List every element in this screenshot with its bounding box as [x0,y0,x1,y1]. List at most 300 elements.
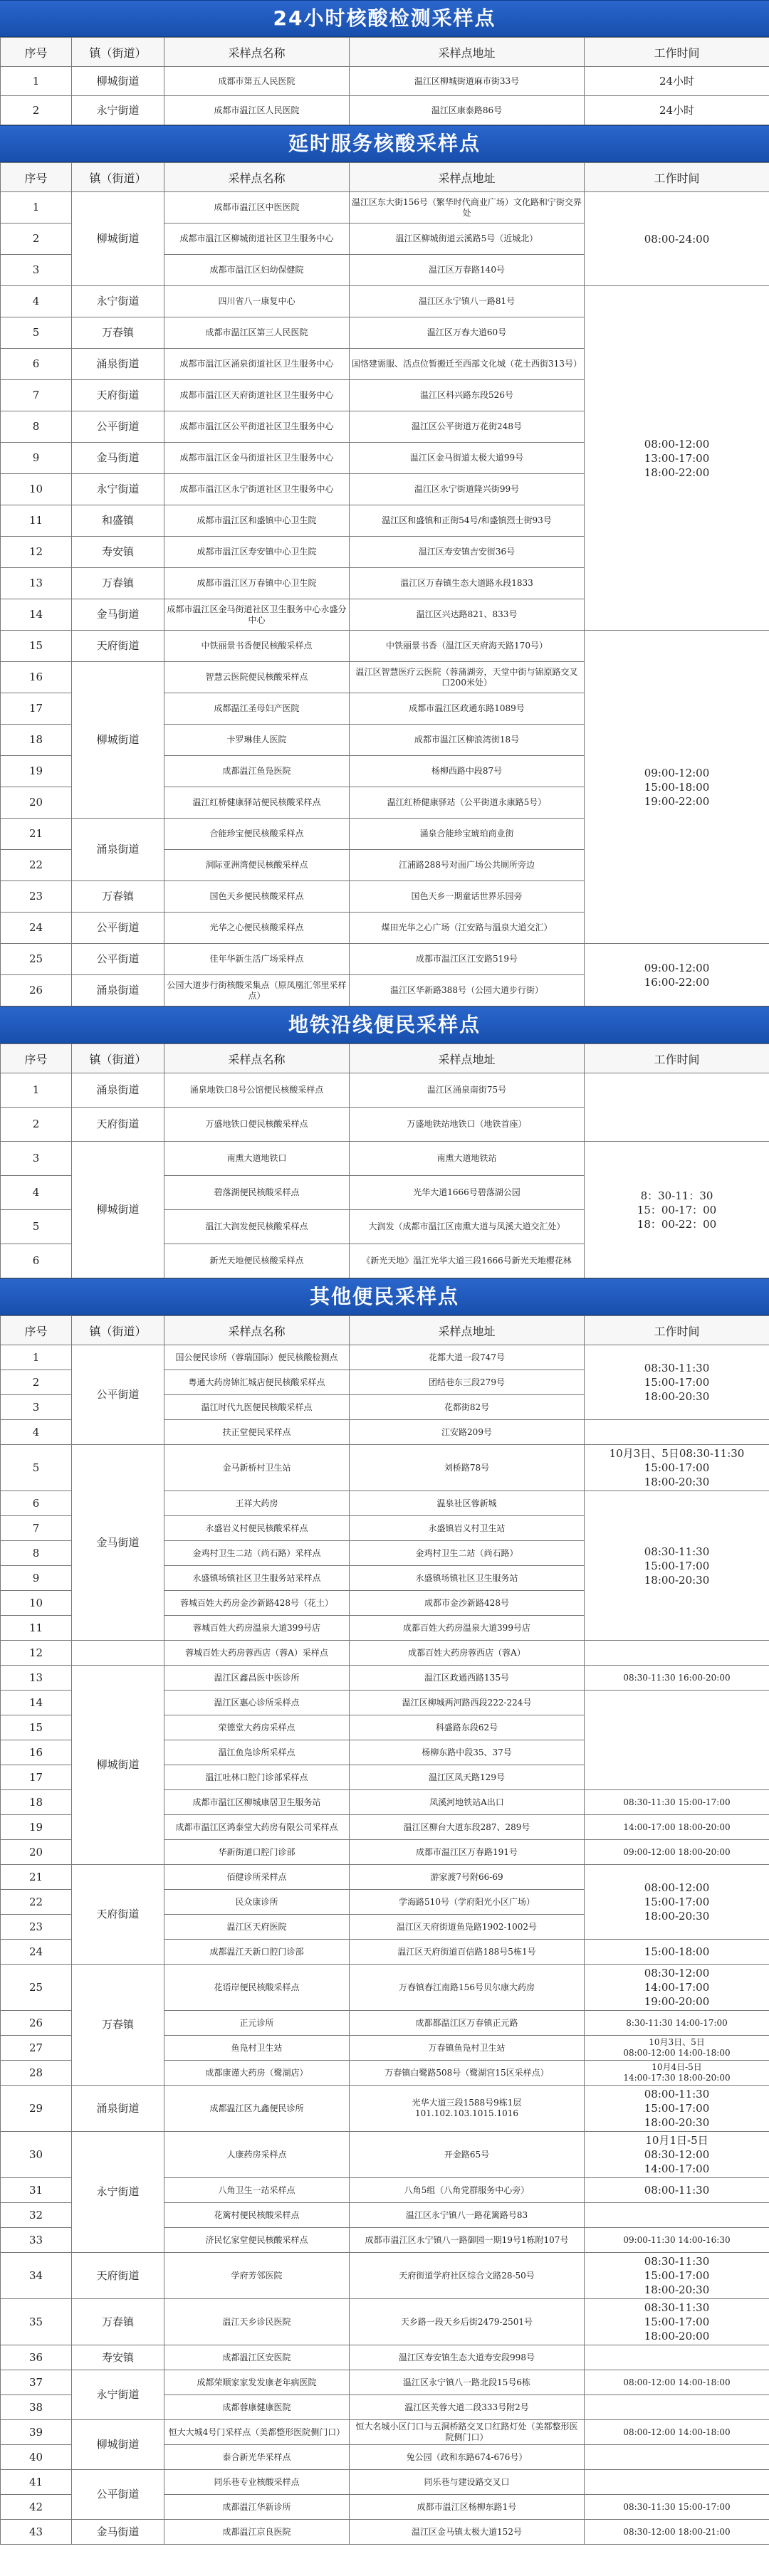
table-row [1,1865,769,1890]
town-cell: 柳城街道 [72,1666,164,1865]
row-number: 17 [1,693,72,725]
row-number: 9 [1,443,72,474]
work-time-cell: 08:30-11:30 15:00-17:00 [585,1790,769,1815]
row-number: 13 [1,1666,72,1691]
town-cell: 永宁街道 [72,286,164,317]
site-name-cell: 成都市温江区公平街道社区卫生服务中心 [164,411,350,443]
row-number: 18 [1,1790,72,1815]
row-number: 40 [1,2445,72,2470]
site-name-cell: 中铁丽景书香便民核酸采样点 [164,631,350,662]
site-address-cell: 成都市温江区杨柳东路1号 [350,2495,585,2520]
row-number: 36 [1,2345,72,2370]
site-address-cell: 温江区永宁街道隆兴街99号 [350,474,585,505]
table-row [1,2420,769,2445]
site-name-cell: 人康药房采样点 [164,2132,350,2178]
town-cell: 柳城街道 [72,1142,164,1278]
row-number: 15 [1,1715,72,1740]
town-cell: 涌泉街道 [72,2086,164,2132]
row-number: 31 [1,2178,72,2203]
table-row [1,67,769,96]
site-name-cell: 成都市温江区永宁街道社区卫生服务中心 [164,474,350,505]
header-work-time: 工作时间 [585,163,769,192]
table-row [1,192,769,224]
header-town: 镇（街道） [72,38,164,67]
table-header-row [1,1044,769,1073]
site-name-cell: 合能珍宝便民核酸采样点 [164,819,350,850]
site-address-cell: 温江区金马街道太极大道99号 [350,443,585,474]
header-no: 序号 [1,1316,72,1345]
site-address-cell: 《新光天地》温江光华大道三段1666号新光天地樱花林 [350,1244,585,1278]
row-number: 1 [1,67,72,96]
town-cell: 万春镇 [72,881,164,913]
site-name-cell: 恒大大城4号门采样点（美都整形医院侧门口） [164,2420,350,2445]
site-address-cell: 永盛镇场镇社区卫生服务站 [350,1566,585,1591]
site-name-cell: 温江区鑫昌医中医诊所 [164,1666,350,1691]
town-cell: 柳城街道 [72,662,164,819]
row-number: 39 [1,2420,72,2445]
site-name-cell: 成都市温江区金马街道社区卫生服务中心永盛分中心 [164,599,350,631]
site-name-cell: 成都温江天新口腔门诊部 [164,1940,350,1965]
row-number: 23 [1,1915,72,1940]
row-number: 17 [1,1765,72,1790]
site-name-cell: 成都温江鱼凫医院 [164,756,350,787]
row-number: 4 [1,286,72,317]
row-number: 30 [1,2132,72,2178]
town-cell: 永宁街道 [72,2370,164,2420]
town-cell: 公平街道 [72,913,164,944]
section-title: 延时服务核酸采样点 [0,125,769,162]
sampling-table [0,1043,769,1278]
work-time-cell: 08:00-11:30 15:00-17:00 18:00-20:30 [585,2086,769,2132]
row-number: 6 [1,349,72,380]
site-name-cell: 成都市温江区金马街道社区卫生服务中心 [164,443,350,474]
row-number: 5 [1,317,72,349]
site-address-cell: 温江区万春大道60号 [350,317,585,349]
table-row [1,96,769,125]
row-number: 11 [1,1616,72,1641]
site-address-cell: 温江区智慧医疗云医院（蓉蒲湖旁，天堂中街与锦原路交叉口200米处） [350,662,585,693]
site-name-cell: 碧落湖便民核酸采样点 [164,1176,350,1210]
town-cell: 柳城街道 [72,67,164,96]
row-number: 1 [1,192,72,224]
table-row [1,2370,769,2395]
town-cell: 涌泉街道 [72,1073,164,1108]
row-number: 18 [1,725,72,756]
site-address-cell: 涌泉合能珍宝琥珀商业街 [350,819,585,850]
row-number: 2 [1,1370,72,1395]
site-address-cell: 温江区柳台大道东段287、289号 [350,1815,585,1840]
town-cell: 涌泉街道 [72,975,164,1006]
row-number: 12 [1,1641,72,1666]
site-address-cell: 兔公园（政和东路674-676号） [350,2445,585,2470]
site-address-cell: 温江区芙蓉大道二段333号附2号 [350,2395,585,2420]
site-name-cell: 荣德堂大药房采样点 [164,1715,350,1740]
header-town: 镇（街道） [72,1044,164,1073]
site-name-cell: 同乐巷专业核酸采样点 [164,2470,350,2495]
site-address-cell: 成都市温江区万春路191号 [350,1840,585,1865]
header-no: 序号 [1,1044,72,1073]
site-name-cell: 卡罗琳佳人医院 [164,725,350,756]
town-cell: 万春镇 [72,1965,164,2086]
site-name-cell: 成都市温江区中医医院 [164,192,350,224]
row-number: 25 [1,1965,72,2011]
work-time-cell [585,1691,769,1790]
site-name-cell: 学府芳邻医院 [164,2253,350,2299]
site-address-cell: 温江区公平街道万花街248号 [350,411,585,443]
site-address-cell: 温江区金马镇太极大道152号 [350,2520,585,2545]
row-number: 34 [1,2253,72,2299]
site-address-cell: 学海路510号（学府阳光小区广场） [350,1890,585,1915]
work-time-cell: 08:30-11:30 15:00-17:00 18:00-20:30 [585,1491,769,1641]
table-header-row [1,163,769,192]
row-number: 2 [1,1108,72,1142]
work-time-cell: 09:00-11:30 14:00-16:30 [585,2228,769,2253]
table-row [1,2086,769,2132]
table-row [1,286,769,317]
town-cell: 公平街道 [72,1345,164,1445]
work-time-cell: 08:30-12:00 18:00-21:00 [585,2520,769,2545]
site-address-cell: 温江区康泰路86号 [350,96,585,125]
row-number: 10 [1,1591,72,1616]
site-name-cell: 公园大道步行街核酸采集点（原凤凰汇邻里采样点） [164,975,350,1006]
work-time-cell: 24小时 [585,67,769,96]
table-header-row [1,1316,769,1345]
row-number: 26 [1,2011,72,2036]
site-address-cell: 温江区柳城街道麻市街33号 [350,67,585,96]
site-name-cell: 成都市温江区天府街道社区卫生服务中心 [164,380,350,411]
site-address-cell: 南熏大道地铁站 [350,1142,585,1176]
site-address-cell: 温江区东大街156号（繁华时代商业广场）文化路和宁街交界处 [350,192,585,224]
town-cell: 金马街道 [72,443,164,474]
work-time-cell: 08:30-11:30 15:00-17:00 18:00-20:30 [585,1345,769,1420]
site-name-cell: 金马新桥村卫生站 [164,1445,350,1491]
site-name-cell: 八角卫生一站采样点 [164,2178,350,2203]
header-site-name: 采样点名称 [164,163,350,192]
site-name-cell: 温江鱼凫诊所采样点 [164,1740,350,1765]
row-number: 21 [1,1865,72,1890]
town-cell: 涌泉街道 [72,819,164,881]
site-name-cell: 成都荣顺家家发发康老年病医院 [164,2370,350,2395]
work-time-cell [585,1420,769,1445]
work-time-cell: 15:00-18:00 [585,1940,769,1965]
town-cell: 天府街道 [72,380,164,411]
row-number: 24 [1,1940,72,1965]
site-address-cell: 温江区柳城两河路西段222-224号 [350,1691,585,1715]
work-time-cell: 10月3日、5日08:30-11:30 15:00-17:00 18:00-20:30 [585,1445,769,1491]
row-number: 2 [1,96,72,125]
site-name-cell: 温江吐林口腔门诊部采样点 [164,1765,350,1790]
site-address-cell: 大润发（成都市温江区南熏大道与凤溪大道交汇处） [350,1210,585,1244]
row-number: 4 [1,1420,72,1445]
row-number: 19 [1,756,72,787]
town-cell: 永宁街道 [72,474,164,505]
work-time-cell: 08:30-11:30 15:00-17:00 [585,2495,769,2520]
header-no: 序号 [1,163,72,192]
site-name-cell: 成都市第五人民医院 [164,67,350,96]
work-time-cell: 8:30-11:30 14:00-17:00 [585,2011,769,2036]
sampling-table [0,162,769,1006]
site-address-cell: 温江区涌泉南街75号 [350,1073,585,1108]
work-time-cell: 08:30-12:00 14:00-17:00 19:00-20:00 [585,1965,769,2011]
site-address-cell: 开金路65号 [350,2132,585,2178]
site-address-cell: 恒大名城小区门口与五洞桥路交叉口红路灯处（美都整形医院侧门口） [350,2420,585,2445]
row-number: 3 [1,1395,72,1420]
row-number: 5 [1,1445,72,1491]
site-address-cell: 温江区寿安镇吉安街36号 [350,537,585,568]
row-number: 1 [1,1073,72,1108]
row-number: 20 [1,787,72,819]
table-header-row [1,38,769,67]
header-site-name: 采样点名称 [164,38,350,67]
work-time-cell [585,1073,769,1142]
site-address-cell: 团结巷东三段279号 [350,1370,585,1395]
site-name-cell: 佳年华新生活广场采样点 [164,944,350,975]
row-number: 21 [1,819,72,850]
row-number: 29 [1,2086,72,2132]
work-time-cell: 8：30-11：30 15：00-17：00 18：00-22：00 [585,1142,769,1278]
site-address-cell: 中铁丽景书香（温江区天府海天路170号） [350,631,585,662]
work-time-cell: 08:30-11:30 15:00-17:00 18:00-20:30 [585,2253,769,2299]
site-address-cell: 金鸡村卫生二站（尚石路） [350,1541,585,1566]
row-number: 16 [1,662,72,693]
row-number: 15 [1,631,72,662]
site-address-cell: 温江区政通西路135号 [350,1666,585,1691]
table-row [1,1073,769,1108]
site-address-cell: 凤溪河地铁站A出口 [350,1790,585,1815]
table-row [1,2132,769,2178]
site-address-cell: 万春镇白鹭路508号（鹭湖宫15区采样点） [350,2061,585,2086]
work-time-cell: 08:00-12:00 13:00-17:00 18:00-22:00 [585,286,769,631]
site-name-cell: 粤通大药房锦汇城店便民核酸采样点 [164,1370,350,1395]
row-number: 37 [1,2370,72,2395]
site-name-cell: 永盛岩义村便民核酸采样点 [164,1516,350,1541]
work-time-cell: 08:30-11:30 15:00-17:00 18:00-20:00 [585,2299,769,2345]
work-time-cell: 08:00-12:00 15:00-17:00 18:00-20:30 [585,1865,769,1940]
header-no: 序号 [1,38,72,67]
site-name-cell: 成都市温江区寿安镇中心卫生院 [164,537,350,568]
site-address-cell: 温泉社区蓉新城 [350,1491,585,1516]
work-time-cell [585,2395,769,2420]
work-time-cell [585,2445,769,2470]
table-row [1,2299,769,2345]
site-address-cell: 游家渡7号附66-69 [350,1865,585,1890]
site-name-cell: 金鸡村卫生二站（尚石路）采样点 [164,1541,350,1566]
row-number: 25 [1,944,72,975]
site-address-cell: 光华大道三段1588号9栋1层 101.102.103.1015.1016 [350,2086,585,2132]
site-name-cell: 成都温江区安医院 [164,2345,350,2370]
work-time-cell: 08:00-24:00 [585,192,769,286]
site-address-cell: 万春镇春江南路156号贝尔康大药房 [350,1965,585,2011]
site-address-cell: 温江区万春路140号 [350,255,585,286]
table-row [1,944,769,975]
work-time-cell [585,2203,769,2228]
site-name-cell: 光华之心便民核酸采样点 [164,913,350,944]
site-address-cell: 温江区和盛镇和正街54号/和盛镇烈士街93号 [350,505,585,537]
row-number: 26 [1,975,72,1006]
site-name-cell: 涌泉地铁口8号公馆便民核酸采样点 [164,1073,350,1108]
site-name-cell: 成都市温江区鸿泰堂大药房有限公司采样点 [164,1815,350,1840]
row-number: 35 [1,2299,72,2345]
town-cell: 公平街道 [72,944,164,975]
row-number: 8 [1,1541,72,1566]
table-row [1,2520,769,2545]
site-address-cell: 国色天乡一期童话世界乐园旁 [350,881,585,913]
row-number: 38 [1,2395,72,2420]
town-cell: 万春镇 [72,317,164,349]
row-number: 23 [1,881,72,913]
site-name-cell: 扶正堂便民采样点 [164,1420,350,1445]
site-address-cell: 温江区寿安镇生态大道寿安段998号 [350,2345,585,2370]
work-time-cell: 24小时 [585,96,769,125]
site-address-cell: 成都百姓大药房蓉西店（蓉A） [350,1641,585,1666]
header-town: 镇（街道） [72,163,164,192]
site-name-cell: 温江大润发便民核酸采样点 [164,1210,350,1244]
town-cell: 天府街道 [72,1865,164,1965]
site-address-cell: 温江区天府街道百信路188号5栋1号 [350,1940,585,1965]
site-address-cell: 温江区永宁镇八一路81号 [350,286,585,317]
work-time-cell: 10月1日-5日 08:30-12:00 14:00-17:00 [585,2132,769,2178]
row-number: 13 [1,568,72,599]
work-time-cell [585,2345,769,2370]
site-name-cell: 正元诊所 [164,2011,350,2036]
row-number: 3 [1,255,72,286]
section-title: 其他便民采样点 [0,1278,769,1315]
site-address-cell: 温江区兴达路821、833号 [350,599,585,631]
site-address-cell: 温江区凤天路129号 [350,1765,585,1790]
site-address-cell: 刘桥路78号 [350,1445,585,1491]
site-name-cell: 泰合新光华采样点 [164,2445,350,2470]
site-name-cell: 成都市温江区柳城康居卫生服务站 [164,1790,350,1815]
site-address-cell: 温江区万春镇生态大道路永段1833 [350,568,585,599]
site-address-cell: 煤田光华之心广场（江安路与温泉大道交汇） [350,913,585,944]
town-cell: 天府街道 [72,631,164,662]
header-site-address: 采样点地址 [350,38,585,67]
table-row [1,1641,769,1666]
site-name-cell: 成都温江京良医院 [164,2520,350,2545]
site-name-cell: 王祥大药房 [164,1491,350,1516]
site-address-cell: 国恪建需服、活点位暂搬迁至西部文化城（花土西街313号） [350,349,585,380]
site-name-cell: 蓉城百姓大药房金沙新路428号（花土） [164,1591,350,1616]
row-number: 27 [1,2036,72,2061]
row-number: 20 [1,1840,72,1865]
site-name-cell: 温江红桥健康驿站便民核酸采样点 [164,787,350,819]
site-name-cell: 温江区天府医院 [164,1915,350,1940]
row-number: 9 [1,1566,72,1591]
row-number: 43 [1,2520,72,2545]
work-time-cell: 10月4日-5日 14:00-17:30 18:00-20:00 [585,2061,769,2086]
row-number: 6 [1,1244,72,1278]
site-address-cell: 成都市温江区江安路519号 [350,944,585,975]
header-site-address: 采样点地址 [350,1044,585,1073]
town-cell: 柳城街道 [72,192,164,286]
site-name-cell: 新光天地便民核酸采样点 [164,1244,350,1278]
work-time-cell: 10月3日、5日 08:00-12:00 14:00-18:00 [585,2036,769,2061]
town-cell: 永宁街道 [72,96,164,125]
table-row [1,1345,769,1370]
site-address-cell: 成都都温江区万春镇正元路 [350,2011,585,2036]
site-name-cell: 温江区惠心诊所采样点 [164,1691,350,1715]
site-name-cell: 成都市温江区人民医院 [164,96,350,125]
site-name-cell: 国色天乡便民核酸采样点 [164,881,350,913]
site-address-cell: 成都市温江区永宁镇八一路御园一期19号1栋附107号 [350,2228,585,2253]
site-address-cell: 成都百姓大药房温泉大道399号店 [350,1616,585,1641]
town-cell: 万春镇 [72,568,164,599]
row-number: 14 [1,599,72,631]
work-time-cell: 08:00-12:00 14:00-18:00 [585,2420,769,2445]
work-time-cell: 09:00-12:00 16:00-22:00 [585,944,769,1006]
site-name-cell: 万盛地铁口便民核酸采样点 [164,1108,350,1142]
header-site-address: 采样点地址 [350,163,585,192]
site-name-cell: 国公便民诊所（蓉瑞国际）便民核酸检测点 [164,1345,350,1370]
site-address-cell: 温江区永宁镇八一路北段15号6栋 [350,2370,585,2395]
town-cell [72,1641,164,1666]
site-address-cell: 温江区天府街道鱼凫路1902-1002号 [350,1915,585,1940]
site-name-cell: 成都市温江区妇幼保健院 [164,255,350,286]
town-cell: 涌泉街道 [72,349,164,380]
row-number: 22 [1,1890,72,1915]
town-cell: 天府街道 [72,1108,164,1142]
row-number: 2 [1,224,72,255]
site-address-cell: 成都市金沙新路428号 [350,1591,585,1616]
site-address-cell: 温江区华新路388号（公园大道步行街） [350,975,585,1006]
sampling-table [0,37,769,125]
site-name-cell: 智慧云医院便民核酸采样点 [164,662,350,693]
site-address-cell: 温江区科兴路东段526号 [350,380,585,411]
work-time-cell: 14:00-17:00 18:00-20:00 [585,1815,769,1840]
site-name-cell: 温江时代九医便民核酸采样点 [164,1395,350,1420]
town-cell: 寿安镇 [72,537,164,568]
site-name-cell: 成都康谨大药房（鹭湖店） [164,2061,350,2086]
site-address-cell: 温江区永宁镇八一路花篱路号83 [350,2203,585,2228]
site-address-cell: 天乡路一段天乡后街2479-2501号 [350,2299,585,2345]
row-number: 19 [1,1815,72,1840]
site-name-cell: 花语岸便民核酸采样点 [164,1965,350,2011]
site-name-cell: 成都市温江区和盛镇中心卫生院 [164,505,350,537]
site-address-cell: 江安路209号 [350,1420,585,1445]
row-number: 11 [1,505,72,537]
row-number: 5 [1,1210,72,1244]
table-row [1,1445,769,1491]
site-address-cell: 温江区柳城街道云溪路5号（近城北） [350,224,585,255]
header-work-time: 工作时间 [585,1316,769,1345]
row-number: 16 [1,1740,72,1765]
work-time-cell [585,2470,769,2495]
site-address-cell: 杨柳西路中段87号 [350,756,585,787]
site-name-cell: 洞际亚洲湾便民核酸采样点 [164,850,350,881]
header-town: 镇（街道） [72,1316,164,1345]
table-row [1,2345,769,2370]
site-address-cell: 花都大道一段747号 [350,1345,585,1370]
header-work-time: 工作时间 [585,1044,769,1073]
row-number: 41 [1,2470,72,2495]
site-name-cell: 温江天乡诊民医院 [164,2299,350,2345]
site-name-cell: 济民忆家堂便民核酸采样点 [164,2228,350,2253]
town-cell: 寿安镇 [72,2345,164,2370]
site-address-cell: 成都市温江区柳浪湾街18号 [350,725,585,756]
site-name-cell: 成都市温江区涌泉街道社区卫生服务中心 [164,349,350,380]
site-name-cell: 华新街道口腔门诊部 [164,1840,350,1865]
site-name-cell: 成都温江圣母妇产医院 [164,693,350,725]
site-name-cell: 永盛镇场镇社区卫生服务站采样点 [164,1566,350,1591]
row-number: 28 [1,2061,72,2086]
town-cell: 和盛镇 [72,505,164,537]
site-address-cell: 花都街82号 [350,1395,585,1420]
header-site-address: 采样点地址 [350,1316,585,1345]
table-row [1,1666,769,1691]
row-number: 42 [1,2495,72,2520]
site-address-cell: 江浦路288号对面广场公共厕所旁边 [350,850,585,881]
work-time-cell: 08:00-12:00 14:00-18:00 [585,2370,769,2395]
